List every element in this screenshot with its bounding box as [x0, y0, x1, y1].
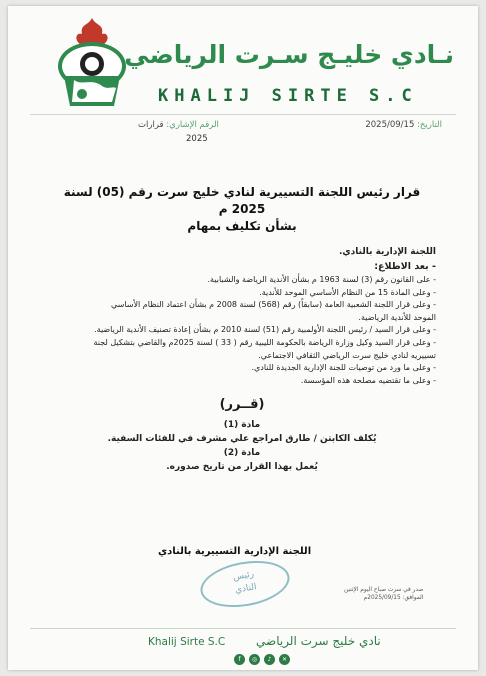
issue-note	[344, 586, 423, 602]
instagram-icon[interactable]: ◎	[249, 654, 260, 665]
clause: - وعلى ما تقتضيه مصلحة هذه المؤسسة.	[300, 375, 436, 385]
clause: - وعلى قرار السيد / رئيس اللجنة الأولمبية رقم (51) لسنة 2010 م بشأن إعادة تصنيف الأندية الرياضية.	[94, 325, 436, 335]
title-line-1: قرار رئيس اللجنة التسييرية لنادي خليج سرت رقم (05) لسنة 2025 م	[63, 185, 421, 216]
clause: - وعلى قرار السيد وكيل وزارة الرياضة بالحكومة الليبية رقم ( 33 ) لسنة 2025م والقاضي بتشكيل لجنة	[93, 337, 436, 347]
committee-line: اللجنة الإدارية بالنادي.	[338, 247, 436, 257]
clause: الموحد للأندية الرياضية.	[358, 312, 436, 322]
decision-heading: (قــرر)	[219, 397, 265, 413]
clause: - وعلى المادة 15 من النظام الأساسي الموحد للأندية.	[259, 287, 436, 297]
date-label: التاريخ:	[417, 120, 442, 130]
facebook-icon[interactable]: f	[234, 654, 245, 665]
letter-page	[8, 6, 478, 670]
article-1-label: مادة (1)	[223, 420, 261, 431]
clause: - وعلى قرار اللجنة الشعبية العامة (سابقاً) رقم (568) لسنة 2008 م بشأن اعتماد النظام الأساسي	[110, 300, 436, 310]
clause: تسييريه لنادي خليج سرت الرياضي الثقافي الاجتماعي.	[258, 350, 436, 360]
date-field	[365, 120, 442, 130]
reference-label: الرقم الإشاري:	[166, 120, 219, 130]
article-2-label: مادة (2)	[223, 448, 261, 459]
article-1-text: يُكلف الكابتن / طارق امراجع علي مشرف في للفئات السفية.	[107, 434, 377, 445]
reference-value: قرارات	[138, 120, 164, 130]
reference-field	[138, 120, 219, 130]
after-review-heading: - بعد الاطلاع:	[374, 261, 436, 272]
footer-name-en: Khalij Sirte S.C	[148, 636, 226, 648]
x-icon[interactable]: ✕	[279, 654, 290, 665]
document-title	[48, 184, 436, 235]
club-name-ar: نـادي خليـج سـرت الرياضي	[124, 40, 454, 69]
stamp-line-2: النادي	[234, 582, 258, 596]
signature-title: اللجنة الإدارية التسييرية بالنادي	[158, 546, 312, 557]
club-logo	[52, 16, 132, 111]
reference-number: 2025	[186, 134, 208, 144]
social-links	[234, 654, 290, 665]
tiktok-icon[interactable]: ♪	[264, 654, 275, 665]
clause: - وعلى ما ورد من توصيات للجنة الإدارية الجديدة للنادي.	[251, 363, 436, 373]
stamp-line-1: رئيس	[232, 569, 255, 583]
article-2-text: يُعمل بهذا القرار من تاريخ صدوره.	[166, 462, 318, 473]
clause: - على القانون رقم (3) لسنة 1963 م بشأن الأندية الرياضة والشبابية.	[207, 275, 436, 284]
title-line-2: بشأن تكليف بمهام	[187, 219, 297, 233]
club-name-en: KHALIJ SIRTE S.C	[158, 86, 418, 106]
official-stamp	[197, 555, 293, 614]
issue-note-line-1: صدر في سرت صباح اليوم الإثنين	[344, 587, 424, 593]
footer-divider	[30, 628, 456, 629]
document-body	[48, 184, 436, 474]
issue-note-line-2: الموافق: 2025/09/15م	[363, 595, 424, 601]
header-divider	[30, 114, 456, 115]
footer-name-ar: نادي خليج سرت الرياضي	[256, 634, 381, 648]
date-value: 2025/09/15	[365, 120, 415, 130]
